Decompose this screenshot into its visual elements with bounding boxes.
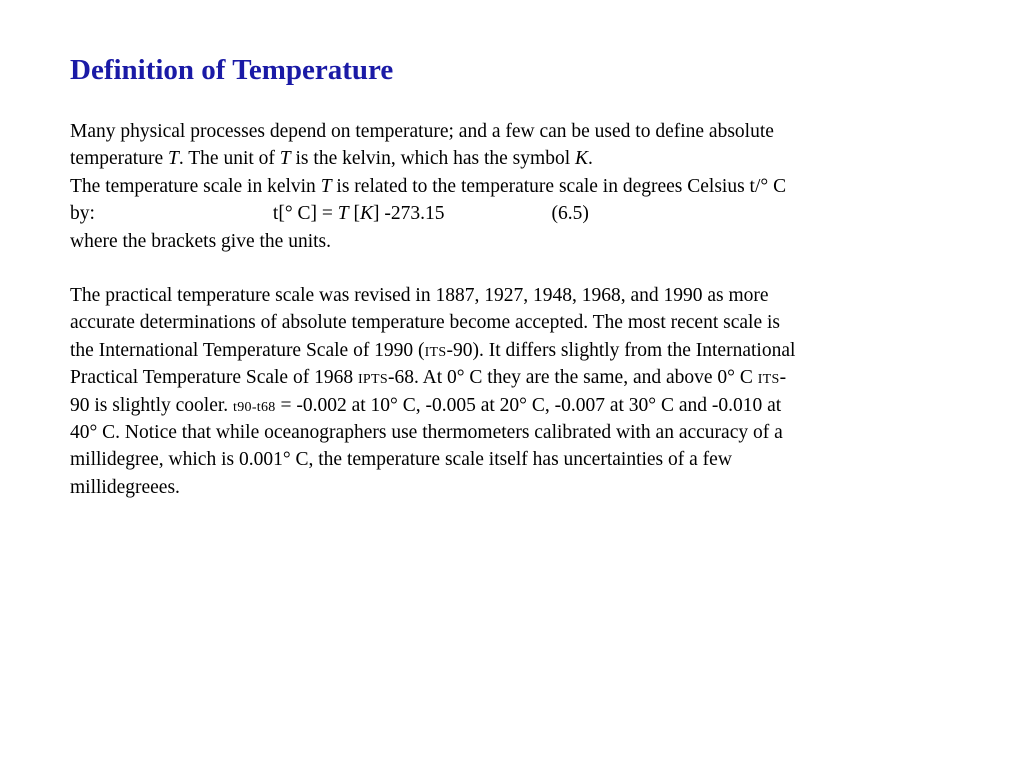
text-span: is related to the temperature scale in degrees Celsius t/° C: [331, 175, 787, 197]
abbrev-its: ITS: [424, 344, 447, 360]
text-span: = -0.002 at 10° C, -0.005 at 20° C, -0.007 at 30° C and -0.010 at: [275, 394, 782, 416]
equation-number: (6.5): [551, 203, 589, 225]
text-span: millidegree, which is 0.001° C, the temperature scale itself has uncertainties of a few: [70, 449, 732, 471]
slide-title: Definition of Temperature: [70, 54, 394, 86]
symbol-T: T: [168, 148, 179, 170]
text-span: The practical temperature scale was revised in 1887, 1927, 1948, 1968, and 1990 as more: [70, 284, 769, 306]
text-span: is the kelvin, which has the symbol: [290, 148, 575, 170]
text-span: 90 is slightly cooler.: [70, 394, 234, 416]
text-span: Practical Temperature Scale of 1968: [70, 367, 358, 389]
symbol-T: T: [320, 175, 332, 197]
text-span: temperature: [70, 148, 168, 170]
text-span: ] -273.15: [373, 203, 445, 225]
text-line: [70, 309, 940, 336]
symbol-t90-t68: t90-t68: [233, 399, 276, 415]
equation: [273, 203, 445, 224]
text-span: The temperature scale in kelvin: [70, 175, 321, 197]
symbol-T: T: [337, 203, 349, 225]
text-line: [70, 419, 940, 446]
text-span: Many physical processes depend on temperature; and a few can be used to define absolute: [70, 121, 774, 142]
equation-line: [70, 200, 940, 227]
text-span: -: [779, 367, 787, 389]
text-line: [70, 446, 940, 473]
text-span: t[° C] =: [272, 203, 338, 225]
text-line: [70, 392, 940, 419]
text-span: millidegreees.: [70, 476, 180, 498]
text-span: the International Temperature Scale of 1990 (: [70, 339, 425, 361]
symbol-K: K: [360, 203, 374, 225]
text-span: -68. At 0° C they are the same, and above 0° C: [387, 367, 758, 389]
text-line: [70, 337, 940, 364]
symbol-T: T: [279, 148, 291, 170]
abbrev-ipts: IPTS: [357, 372, 388, 388]
text-span: by:: [70, 203, 95, 225]
text-span: accurate determinations of absolute temperature become accepted. The most recent scale is: [70, 312, 780, 334]
symbol-K: K: [574, 148, 588, 170]
text-span: -90). It differs slightly from the International: [446, 339, 796, 361]
text-line: [70, 364, 940, 391]
text-span: where the brackets give the units.: [70, 230, 331, 252]
text-line: [70, 173, 940, 200]
text-span: .: [588, 148, 593, 170]
text-line: [70, 145, 940, 172]
text-span: 40° C. Notice that while oceanographers use thermometers calibrated with an accuracy of a: [70, 421, 783, 443]
paragraph-definition: [70, 118, 940, 255]
text-line: [70, 282, 940, 309]
text-span: . The unit of: [178, 148, 280, 170]
text-line: [70, 118, 940, 145]
text-span: [: [348, 203, 360, 225]
abbrev-its: ITS: [757, 372, 780, 388]
slide-content: [70, 50, 940, 501]
paragraph-practical-scale: [70, 282, 940, 501]
text-line: [70, 474, 940, 501]
text-line: [70, 228, 940, 255]
